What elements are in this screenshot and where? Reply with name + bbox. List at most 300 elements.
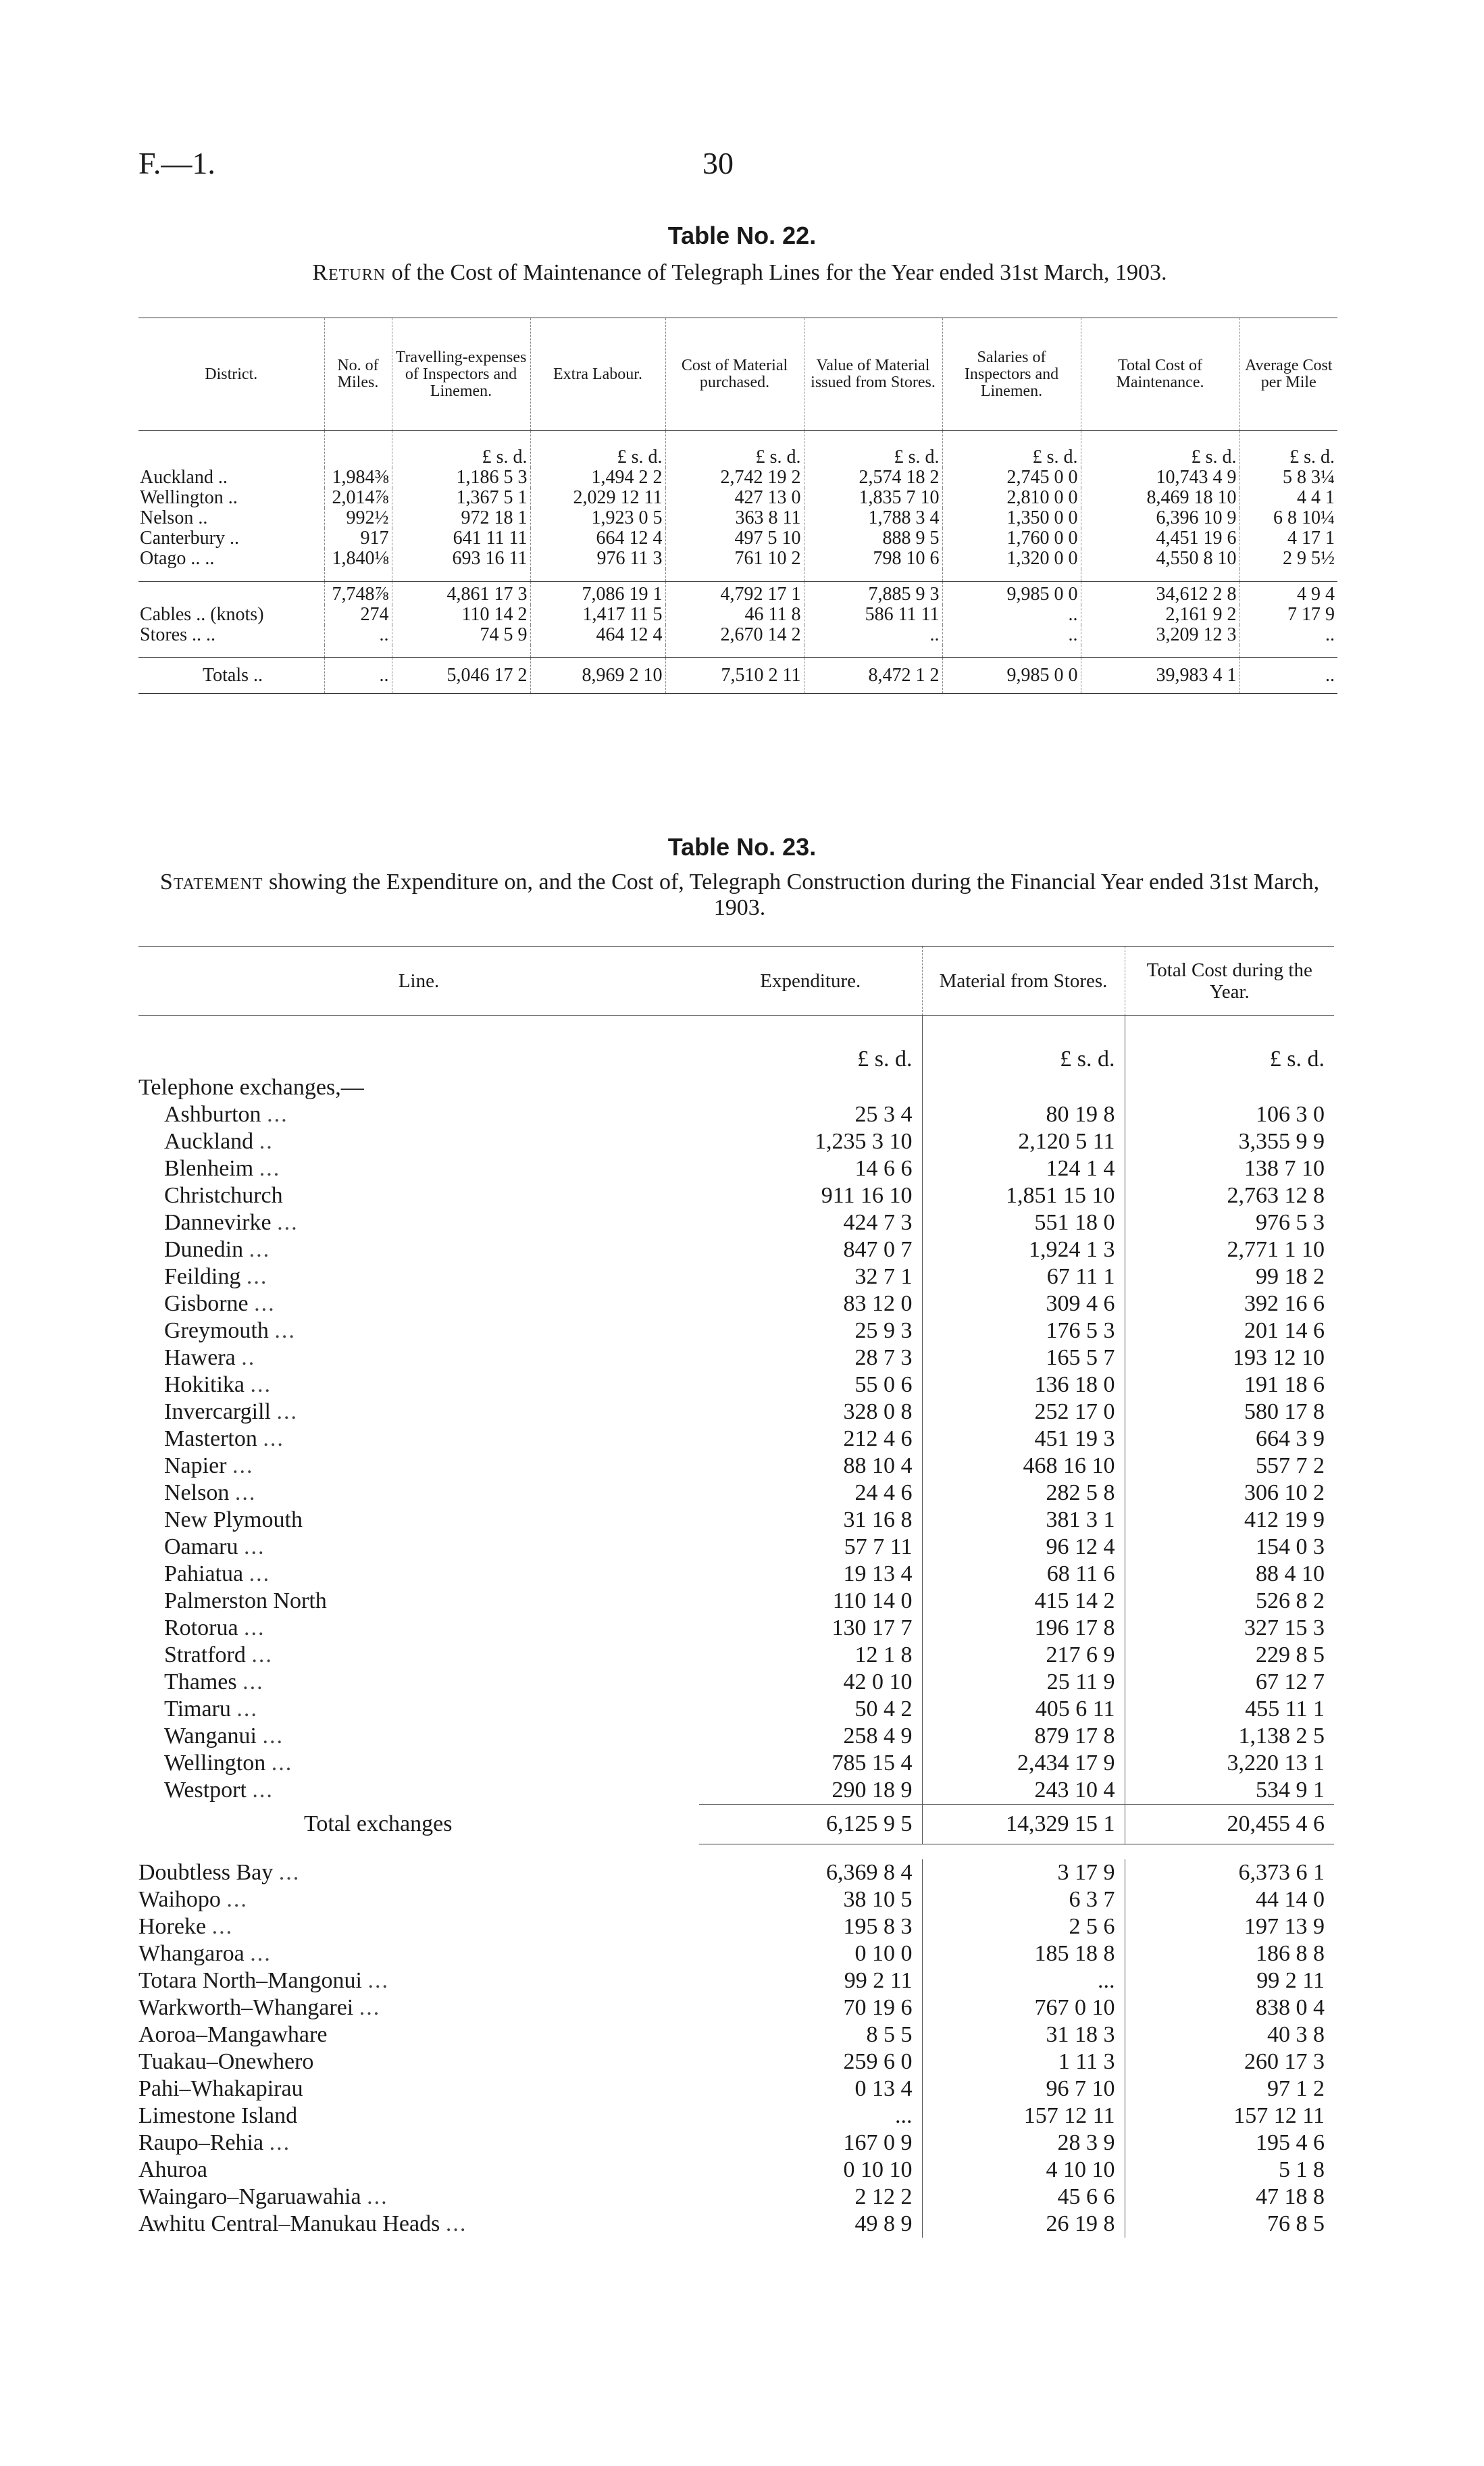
cell: 847 0 7	[843, 1237, 913, 1262]
row-label	[138, 1426, 699, 1453]
row-label	[138, 1805, 699, 1844]
cell: 243 10 4	[922, 1777, 1125, 1805]
totals-row	[138, 658, 1337, 694]
column-header: No. of Miles.	[324, 318, 392, 431]
cell: 2,771 1 10	[1125, 1236, 1334, 1263]
cell: 2,574 18 2	[804, 468, 942, 488]
line-name: Stratford	[164, 1642, 246, 1667]
table-row	[138, 2021, 1334, 2048]
table-row	[138, 1426, 1334, 1453]
units-row	[138, 431, 1337, 468]
cell: 8,969 2 10	[530, 658, 665, 694]
leader-dots: ..	[241, 1345, 256, 1370]
cell: 5 1 8	[1125, 2157, 1334, 2184]
table-row	[138, 488, 1337, 508]
spacer-cell	[665, 645, 804, 658]
cell: 327 15 3	[1125, 1615, 1334, 1642]
cell: 4,861 17 3	[392, 582, 530, 605]
column-header: Travelling-expenses of Inspectors and Linemen.	[392, 318, 530, 431]
cell: 20,455 4 6	[1125, 1805, 1334, 1844]
cell: 2,763 12 8	[1125, 1182, 1334, 1209]
cell	[324, 431, 392, 468]
row-label: Canterbury ..	[140, 528, 239, 549]
row-label	[138, 1399, 699, 1426]
table-row	[138, 1155, 1334, 1182]
table-row	[138, 1886, 1334, 1913]
line-name: Thames	[164, 1669, 237, 1694]
cell: 186 8 8	[1125, 1940, 1334, 1967]
line-name: Blenheim	[164, 1156, 254, 1181]
row-label	[138, 1534, 699, 1561]
leader-dots: ...	[250, 1372, 272, 1397]
cell: 12 1 8	[854, 1642, 913, 1667]
cell: 328 0 8	[843, 1399, 913, 1424]
table-row	[138, 1236, 1334, 1263]
leader-dots: ...	[234, 1480, 257, 1505]
row-label	[138, 431, 324, 468]
cell: 2,745 0 0	[942, 468, 1081, 488]
row-label	[138, 1074, 699, 1101]
cell: 1,417 11 5	[530, 605, 665, 625]
cell: 3,209 12 3	[1081, 625, 1239, 645]
row-label	[138, 1859, 699, 1886]
table-row	[138, 1967, 1334, 1994]
row-label	[138, 2184, 699, 2211]
cell: £ s. d.	[392, 431, 530, 468]
cell: 7,885 9 3	[804, 582, 942, 605]
row-label: Stores .. ..	[140, 624, 215, 645]
cell: 6 8 10¼	[1239, 508, 1337, 528]
table-row	[138, 1507, 1334, 1534]
table-row	[138, 508, 1337, 528]
cell: 972 18 1	[392, 508, 530, 528]
cell: 879 17 8	[922, 1723, 1125, 1750]
spacer-cell	[324, 569, 392, 582]
cell: 4 9 4	[1239, 582, 1337, 605]
cell: 8,469 18 10	[1081, 488, 1239, 508]
line-name: Dunedin	[164, 1237, 244, 1262]
cell: 14,329 15 1	[922, 1805, 1125, 1844]
cell: 57 7 11	[844, 1534, 913, 1559]
cell: 2,670 14 2	[665, 625, 804, 645]
table-row	[138, 1642, 1334, 1669]
table-row	[138, 1696, 1334, 1723]
cell: 2,014⅞	[324, 488, 392, 508]
spacer-cell	[804, 645, 942, 658]
line-name: Horeke	[138, 1914, 207, 1939]
table-row	[138, 1859, 1334, 1886]
leader-dots: ...	[274, 1318, 296, 1343]
cell: 31 18 3	[922, 2021, 1125, 2048]
cell: 412 19 9	[1125, 1507, 1334, 1534]
line-name: Palmerston North	[164, 1588, 327, 1613]
line-name: Auckland	[164, 1129, 254, 1154]
column-header: Material from Stores.	[922, 947, 1125, 1016]
row-label	[138, 1209, 699, 1236]
row-label	[138, 1344, 699, 1372]
cell: 7,510 2 11	[665, 658, 804, 694]
cell: 24 4 6	[854, 1480, 913, 1505]
cell: 534 9 1	[1125, 1777, 1334, 1805]
line-name: Tuakau–Onewhero	[138, 2049, 314, 2074]
cell: 110 14 0	[832, 1588, 913, 1613]
line-name: Oamaru	[164, 1534, 238, 1559]
cell: 761 10 2	[665, 549, 804, 569]
spacer-cell	[324, 645, 392, 658]
row-label	[138, 1994, 699, 2021]
row-label	[138, 1561, 699, 1588]
spacer-cell	[699, 1844, 922, 1860]
cell: 106 3 0	[1125, 1101, 1334, 1128]
cell: 976 5 3	[1125, 1209, 1334, 1236]
cell: 124 1 4	[922, 1155, 1125, 1182]
cell: 67 12 7	[1125, 1669, 1334, 1696]
cell: 0 13 4	[854, 2076, 913, 2101]
cell: 96 12 4	[922, 1534, 1125, 1561]
table-row	[138, 1453, 1334, 1480]
spacer-cell	[392, 645, 530, 658]
line-name: Totara North–Mangonui	[138, 1968, 362, 1993]
line-name: Warkworth–Whangarei	[138, 1995, 354, 2020]
cell: 67 11 1	[922, 1263, 1125, 1290]
table-row	[138, 1940, 1334, 1967]
cell: ..	[942, 625, 1081, 645]
cell: ..	[942, 605, 1081, 625]
row-label	[138, 2048, 699, 2075]
cell: 259 6 0	[843, 2049, 913, 2074]
leader-dots: ...	[263, 1426, 284, 1451]
row-label	[138, 1913, 699, 1940]
row-label	[138, 2211, 699, 2238]
cell: 6,396 10 9	[1081, 508, 1239, 528]
spacer-cell	[530, 569, 665, 582]
cell: 580 17 8	[1125, 1399, 1334, 1426]
line-name: Pahiatua	[164, 1561, 244, 1586]
leader-dots: ...	[276, 1399, 298, 1424]
cell: 464 12 4	[530, 625, 665, 645]
cell: 497 5 10	[665, 528, 804, 549]
spacer-cell	[138, 1844, 699, 1860]
table-row	[138, 2075, 1334, 2103]
table-row	[138, 1723, 1334, 1750]
line-name: Invercargill	[164, 1399, 271, 1424]
cell: 586 11 11	[804, 605, 942, 625]
cell: 455 11 1	[1125, 1696, 1334, 1723]
row-label: Totals ..	[138, 658, 324, 694]
spacer-cell	[665, 569, 804, 582]
cell: £ s. d.	[857, 1047, 913, 1072]
cell: 136 18 0	[922, 1372, 1125, 1399]
cell: 191 18 6	[1125, 1372, 1334, 1399]
line-name: Whangaroa	[138, 1941, 245, 1966]
leader-dots: ...	[249, 1237, 271, 1262]
spacer-cell	[1081, 645, 1239, 658]
cell: 2,742 19 2	[665, 468, 804, 488]
row-label	[138, 1777, 699, 1805]
leader-dots: ...	[232, 1453, 254, 1478]
cell: 31 16 8	[843, 1507, 913, 1532]
cell: ..	[1239, 658, 1337, 694]
row-label	[138, 2130, 699, 2157]
table-row	[138, 605, 1337, 625]
spacer-cell	[138, 645, 324, 658]
cell: 32 7 1	[854, 1264, 913, 1289]
subtotal-row	[138, 582, 1337, 605]
row-label	[138, 1696, 699, 1723]
cell: 68 11 6	[922, 1561, 1125, 1588]
cell: 381 3 1	[922, 1507, 1125, 1534]
table-row	[138, 2211, 1334, 2238]
table-row	[138, 549, 1337, 569]
leader-dots: ...	[226, 1887, 248, 1912]
cell: 34,612 2 8	[1081, 582, 1239, 605]
cell: 917	[324, 528, 392, 549]
cell: 258 4 9	[843, 1723, 913, 1748]
line-name: Waingaro–Ngaruawahia	[138, 2184, 361, 2209]
line-name: Napier	[164, 1453, 227, 1478]
table-22-caption	[142, 260, 1337, 286]
spacer-cell	[922, 1844, 1125, 1860]
cell: 97 1 2	[1125, 2075, 1334, 2103]
row-label: Cables .. (knots)	[140, 604, 264, 625]
spacer-row	[138, 569, 1337, 582]
cell: 0 10 10	[843, 2157, 913, 2182]
leader-dots: ...	[236, 1696, 258, 1721]
cell: ..	[324, 658, 392, 694]
cell: 19 13 4	[843, 1561, 913, 1586]
line-name: Rotorua	[164, 1615, 238, 1640]
cell: 1,924 1 3	[922, 1236, 1125, 1263]
cell: 1,840⅛	[324, 549, 392, 569]
cell: 888 9 5	[804, 528, 942, 549]
cell: 99 2 11	[844, 1968, 913, 1993]
page-code: F.—1.	[138, 146, 215, 180]
leader-dots: ...	[251, 1642, 273, 1667]
line-name: Ashburton	[164, 1102, 261, 1127]
cell: 468 16 10	[922, 1453, 1125, 1480]
cell: 49 8 9	[854, 2211, 913, 2236]
group-heading-row	[138, 1074, 1334, 1101]
cell: 282 5 8	[922, 1480, 1125, 1507]
line-name: Masterton	[164, 1426, 257, 1451]
table-23-caption	[142, 870, 1337, 921]
cell: 110 14 2	[392, 605, 530, 625]
cell: 392 16 6	[1125, 1290, 1334, 1317]
cell: 693 16 11	[392, 549, 530, 569]
table-row	[138, 1615, 1334, 1642]
line-name: Raupo–Rehia	[138, 2130, 264, 2155]
cell: 138 7 10	[1125, 1155, 1334, 1182]
table-row	[138, 1182, 1334, 1209]
table-row	[138, 468, 1337, 488]
cell: ..	[804, 625, 942, 645]
cell: 551 18 0	[922, 1209, 1125, 1236]
spacer-cell	[1125, 1844, 1334, 1860]
row-label	[138, 1507, 699, 1534]
cell	[699, 1074, 922, 1101]
line-name: Ahuroa	[138, 2157, 207, 2182]
cell: 195 4 6	[1125, 2130, 1334, 2157]
row-label: Nelson ..	[140, 507, 208, 528]
cell: 6,373 6 1	[1125, 1859, 1334, 1886]
row-label	[138, 1480, 699, 1507]
leader-dots: ...	[242, 1669, 264, 1694]
spacer-cell	[804, 569, 942, 582]
cell: 88 10 4	[843, 1453, 913, 1478]
cell: 1,760 0 0	[942, 528, 1081, 549]
spacer-cell	[1239, 569, 1337, 582]
spacer-cell	[138, 569, 324, 582]
cell: 2,434 17 9	[922, 1750, 1125, 1777]
line-name: Hawera	[164, 1345, 236, 1370]
table-row	[138, 2184, 1334, 2211]
cell: 405 6 11	[922, 1696, 1125, 1723]
cell: 76 8 5	[1125, 2211, 1334, 2238]
spacer-cell	[392, 569, 530, 582]
line-name: Wellington	[164, 1751, 266, 1776]
leader-dots: ...	[278, 1860, 301, 1885]
cell: ..	[1239, 625, 1337, 645]
cell: 9,985 0 0	[942, 658, 1081, 694]
cell: 641 11 11	[392, 528, 530, 549]
cell: 10,743 4 9	[1081, 468, 1239, 488]
line-name: New Plymouth	[164, 1507, 303, 1532]
table-23-title: Table No. 23.	[667, 833, 817, 861]
table-row	[138, 1561, 1334, 1588]
leader-dots: ...	[445, 2211, 467, 2236]
cell: 212 4 6	[843, 1426, 913, 1451]
leader-dots: ...	[244, 1615, 265, 1640]
cell: 4 10 10	[922, 2157, 1125, 2184]
cell: 992½	[324, 508, 392, 528]
cell: 1,350 0 0	[942, 508, 1081, 528]
cell: 74 5 9	[392, 625, 530, 645]
row-label	[138, 1155, 699, 1182]
row-label	[138, 1967, 699, 1994]
cell: 7,086 19 1	[530, 582, 665, 605]
page-number: 30	[702, 146, 734, 180]
cell: 1,923 0 5	[530, 508, 665, 528]
column-header: Cost of Material purchased.	[665, 318, 804, 431]
row-label	[138, 1128, 699, 1155]
table-row	[138, 1399, 1334, 1426]
cell: 83 12 0	[843, 1291, 913, 1316]
cell: 70 19 6	[843, 1995, 913, 2020]
cell: 252 17 0	[922, 1399, 1125, 1426]
leader-dots: ...	[252, 1778, 274, 1803]
cell: 664 3 9	[1125, 1426, 1334, 1453]
column-header: Expenditure.	[699, 947, 922, 1016]
cell: 526 8 2	[1125, 1588, 1334, 1615]
cell: 185 18 8	[922, 1940, 1125, 1967]
cell: 165 5 7	[922, 1344, 1125, 1372]
cell: 195 8 3	[843, 1914, 913, 1939]
cell: 229 8 5	[1125, 1642, 1334, 1669]
table-row	[138, 1994, 1334, 2021]
cell: 4 17 1	[1239, 528, 1337, 549]
column-header: District.	[138, 318, 324, 431]
table-row	[138, 1534, 1334, 1561]
row-label: Auckland ..	[140, 467, 228, 488]
cell: 1,367 5 1	[392, 488, 530, 508]
spacer-cell	[530, 645, 665, 658]
table-row	[138, 528, 1337, 549]
leader-dots: ...	[277, 1210, 299, 1235]
table-22-title: Table No. 22.	[667, 222, 817, 249]
cell: 38 10 5	[843, 1887, 913, 1912]
leader-dots: ...	[269, 2130, 291, 2155]
table-row	[138, 625, 1337, 645]
table-row	[138, 1777, 1334, 1805]
cell: 80 19 8	[922, 1101, 1125, 1128]
cell: 3,220 13 1	[1125, 1750, 1334, 1777]
cell: 798 10 6	[804, 549, 942, 569]
cell: 2 5 6	[922, 1913, 1125, 1940]
column-header: Salaries of Inspectors and Linemen.	[942, 318, 1081, 431]
column-header: Extra Labour.	[530, 318, 665, 431]
cell: 1,494 2 2	[530, 468, 665, 488]
cell: 40 3 8	[1125, 2021, 1334, 2048]
line-name: Dannevirke	[164, 1210, 272, 1235]
cell: 7,748⅞	[324, 582, 392, 605]
cell: 1 11 3	[922, 2048, 1125, 2075]
cell: 157 12 11	[922, 2103, 1125, 2130]
cell: 2,810 0 0	[942, 488, 1081, 508]
cell: 1,788 3 4	[804, 508, 942, 528]
leader-dots: ...	[254, 1291, 276, 1316]
table-row	[138, 1913, 1334, 1940]
line-name: Feilding	[164, 1264, 241, 1289]
total-exchanges-row	[138, 1805, 1334, 1844]
row-label	[138, 1317, 699, 1344]
row-label	[138, 1016, 699, 1075]
cell: 309 4 6	[922, 1290, 1125, 1317]
row-label	[138, 2075, 699, 2103]
cell: 47 18 8	[1125, 2184, 1334, 2211]
cell: 8 5 5	[866, 2022, 913, 2047]
row-label	[138, 1453, 699, 1480]
cell: 4 4 1	[1239, 488, 1337, 508]
cell: 130 17 7	[831, 1615, 913, 1640]
spacer-cell	[942, 569, 1081, 582]
cell: 427 13 0	[665, 488, 804, 508]
cell: 28 7 3	[854, 1345, 913, 1370]
cell: 42 0 10	[843, 1669, 913, 1694]
cell: 45 6 6	[922, 2184, 1125, 2211]
cell: 167 0 9	[843, 2130, 913, 2155]
cell: ..	[324, 625, 392, 645]
cell: 6,125 9 5	[699, 1805, 922, 1844]
spacer-cell	[1239, 645, 1337, 658]
spacer-row	[138, 1844, 1334, 1860]
cell: 28 3 9	[922, 2130, 1125, 2157]
column-header: Average Cost per Mile	[1239, 318, 1337, 431]
cell: 201 14 6	[1125, 1317, 1334, 1344]
construction-table	[138, 946, 1334, 2238]
table-row	[138, 1317, 1334, 1344]
row-label	[138, 2157, 699, 2184]
line-name: Awhitu Central–Manukau Heads	[138, 2211, 440, 2236]
table-row	[138, 2048, 1334, 2075]
cell: 274	[324, 605, 392, 625]
cell: 25 3 4	[854, 1102, 913, 1127]
cell: 6,369 8 4	[826, 1860, 913, 1885]
leader-dots: ...	[244, 1534, 265, 1559]
cell: £ s. d.	[942, 431, 1081, 468]
table-row	[138, 2103, 1334, 2130]
cell: 176 5 3	[922, 1317, 1125, 1344]
cell: 8,472 1 2	[804, 658, 942, 694]
